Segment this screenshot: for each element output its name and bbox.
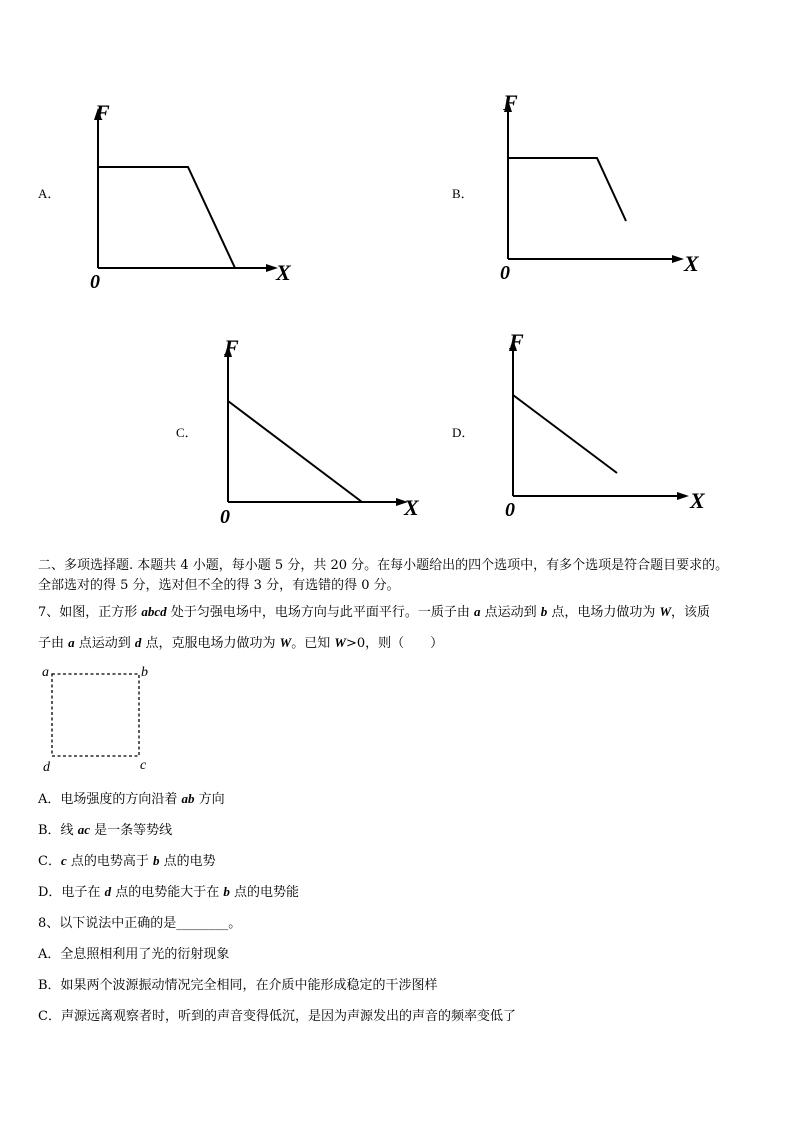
section-title-line-2: 全部选对的得 5 分，选对但不全的得 3 分，有选错的得 0 分。	[38, 578, 400, 593]
question-7-line-1	[38, 605, 710, 619]
q7-var-a: a	[473, 604, 481, 619]
origin-label: 0	[220, 506, 230, 528]
q7-text: 点，克服电场力做功为	[141, 636, 280, 651]
square-corner-d: d	[43, 760, 50, 775]
q7-text: 点运动到	[480, 605, 541, 620]
q7-var-d: d	[104, 884, 112, 899]
x-axis-arrow	[677, 492, 689, 500]
square-corner-a: a	[42, 665, 49, 680]
q7-text: 点运动到	[74, 636, 135, 651]
q7-var-w: W	[659, 604, 672, 619]
q7-var-abcd: abcd	[141, 604, 167, 619]
q7-option-c	[38, 854, 216, 868]
origin-label: 0	[90, 271, 100, 293]
q7-option-c-text: 点的电势	[159, 854, 216, 869]
question-8-stem: 8、以下说法中正确的是________。	[38, 916, 242, 931]
q7-option-b-text: 是一条等势线	[89, 823, 173, 838]
x-axis-label: X	[404, 495, 419, 520]
x-axis-arrow	[672, 255, 684, 263]
square-corner-b: b	[141, 665, 148, 680]
q7-text: ，该质	[671, 605, 711, 620]
option-a-label: A．	[38, 186, 61, 201]
q7-option-a-text: A．电场强度的方向沿着	[38, 792, 182, 807]
dashed-square	[52, 674, 139, 756]
q7-option-d-text: 点的电势能大于在	[111, 885, 224, 900]
q7-var-w: W	[334, 635, 346, 650]
graph-option-c	[210, 333, 450, 533]
graph-option-d	[495, 327, 735, 527]
q7-var-b: b	[223, 884, 230, 899]
y-axis-label: F	[224, 335, 239, 360]
x-axis-label: X	[276, 260, 291, 285]
q7-option-d	[38, 885, 299, 899]
section-title-line-1: 二、多项选择题. 本题共 4 小题，每小题 5 分，共 20 分。在每小题给出的四个选项中，有多个选项是符合题目要求的。	[38, 558, 729, 573]
option-d-label: D．	[452, 425, 475, 440]
force-curve	[98, 167, 235, 268]
q7-var-w: W	[279, 635, 292, 650]
origin-label: 0	[500, 262, 510, 284]
q8-option-c: C．声源远离观察者时，听到的声音变得低沉，是因为声源发出的声音的频率变低了	[38, 1009, 516, 1024]
q7-text: 子由	[38, 636, 69, 651]
q7-option-a	[38, 792, 225, 806]
force-curve	[508, 158, 626, 221]
q7-var-c: c	[60, 853, 67, 868]
y-axis-label: F	[95, 100, 110, 125]
q7-option-a-text: 方向	[194, 792, 225, 807]
q7-var-b: b	[153, 853, 160, 868]
option-b-label: B．	[452, 186, 474, 201]
q7-option-c-text: C．	[38, 854, 61, 869]
q7-var-b: b	[540, 604, 548, 619]
q7-var-ab: ab	[181, 791, 195, 806]
q7-option-b-text: B．线	[38, 823, 78, 838]
y-axis-label: F	[509, 329, 524, 354]
q7-text: >0，则（ ）	[345, 636, 444, 651]
q7-var-a: a	[68, 635, 75, 650]
q8-option-b: B．如果两个波源振动情况完全相同，在介质中能形成稳定的干涉图样	[38, 978, 438, 993]
option-c-label: C．	[176, 425, 198, 440]
graph-option-a	[80, 100, 320, 300]
x-axis-label: X	[690, 488, 705, 513]
q8-option-a: A．全息照相利用了光的衍射现象	[38, 947, 230, 962]
origin-label: 0	[505, 499, 515, 521]
q7-text: 点，电场力做功为	[547, 605, 660, 620]
q7-var-ac: ac	[77, 822, 90, 837]
q7-text: 处于匀强电场中，电场方向与此平面平行。一质子由	[166, 605, 474, 620]
q7-text: 7、如图，正方形	[38, 605, 142, 620]
q7-option-b	[38, 823, 172, 837]
q7-option-d-text: D．电子在	[38, 885, 105, 900]
q7-var-d: d	[134, 635, 142, 650]
q7-option-c-text: 点的电势高于	[66, 854, 153, 869]
q7-text: 。已知	[291, 636, 335, 651]
q7-option-d-text: 点的电势能	[229, 885, 299, 900]
question-7-line-2	[38, 636, 443, 650]
force-curve	[228, 401, 362, 502]
square-corner-c: c	[140, 758, 147, 773]
graph-option-b	[490, 92, 730, 292]
y-axis-label: F	[503, 90, 518, 115]
force-curve	[513, 395, 617, 473]
x-axis-label: X	[684, 251, 699, 276]
